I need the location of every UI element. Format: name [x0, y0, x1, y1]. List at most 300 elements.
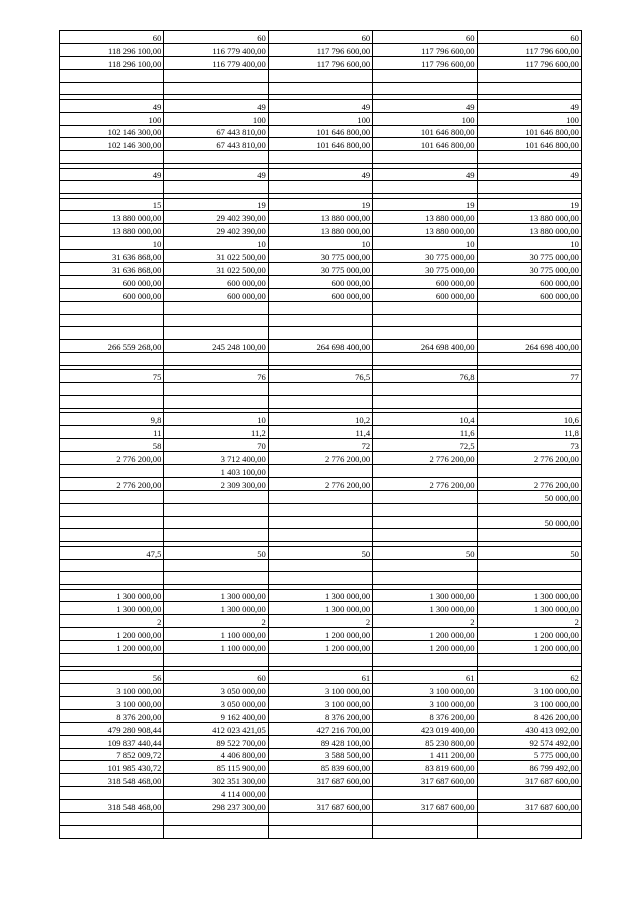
table-cell: 1 300 000,00: [268, 589, 372, 602]
table-cell: 85 230 800,00: [373, 735, 477, 748]
table-cell: 60: [373, 31, 477, 44]
table-cell: 30 775 000,00: [373, 250, 477, 263]
table-cell: 61: [373, 671, 477, 684]
table-cell: 600 000,00: [268, 288, 372, 301]
table-cell: 83 819 600,00: [373, 761, 477, 774]
table-row: [60, 198, 582, 211]
table-cell: [373, 825, 477, 838]
table-row: [60, 275, 582, 288]
table-cell: 1 300 000,00: [60, 602, 164, 615]
table-cell: 117 796 600,00: [477, 43, 581, 56]
table-cell: 7 852 009,72: [60, 748, 164, 761]
table-cell: [477, 327, 581, 340]
table-cell: 15: [60, 198, 164, 211]
table-cell: 2: [268, 615, 372, 628]
table-row: [60, 151, 582, 164]
table-cell: 31 636 868,00: [60, 250, 164, 263]
table-cell: 3 100 000,00: [60, 684, 164, 697]
table-cell: [268, 787, 372, 800]
table-cell: [268, 503, 372, 516]
table-cell: 2: [373, 615, 477, 628]
table-cell: 50 000,00: [477, 516, 581, 529]
table-cell: [164, 654, 268, 667]
table-cell: 116 779 400,00: [164, 56, 268, 69]
table-cell: 72: [268, 439, 372, 452]
table-row: [60, 353, 582, 366]
table-cell: [268, 559, 372, 572]
table-cell: 10,4: [373, 413, 477, 426]
table-cell: 10: [268, 237, 372, 250]
table-cell: 31 022 500,00: [164, 250, 268, 263]
table-cell: 85 115 900,00: [164, 761, 268, 774]
table-row: [60, 529, 582, 542]
table-cell: [477, 572, 581, 585]
table-cell: 479 280 908,44: [60, 722, 164, 735]
table-cell: 2 776 200,00: [373, 477, 477, 490]
table-cell: 31 022 500,00: [164, 263, 268, 276]
table-row: [60, 774, 582, 787]
table-cell: [268, 490, 372, 503]
table-cell: 2 309 300,00: [164, 477, 268, 490]
table-cell: 10: [477, 237, 581, 250]
table-cell: [373, 69, 477, 82]
table-row: [60, 237, 582, 250]
table-cell: 11,6: [373, 426, 477, 439]
table-cell: 102 146 300,00: [60, 138, 164, 151]
table-cell: [60, 396, 164, 409]
table-cell: 600 000,00: [60, 275, 164, 288]
table-cell: 76: [164, 370, 268, 383]
table-cell: [60, 813, 164, 826]
table-cell: 11,2: [164, 426, 268, 439]
table-cell: 49: [164, 168, 268, 181]
table-cell: [268, 151, 372, 164]
table-cell: 13 880 000,00: [268, 211, 372, 224]
table-cell: 117 796 600,00: [373, 56, 477, 69]
table-cell: 30 775 000,00: [373, 263, 477, 276]
table-cell: [164, 82, 268, 95]
table-row: [60, 761, 582, 774]
table-cell: 3 050 000,00: [164, 684, 268, 697]
table-cell: 102 146 300,00: [60, 125, 164, 138]
table-row: [60, 452, 582, 465]
table-cell: 49: [268, 168, 372, 181]
table-row: [60, 181, 582, 194]
table-cell: [60, 464, 164, 477]
table-row: [60, 503, 582, 516]
table-row: [60, 31, 582, 44]
table-cell: [164, 572, 268, 585]
table-cell: 1 200 000,00: [477, 628, 581, 641]
table-cell: [373, 82, 477, 95]
table-cell: 1 100 000,00: [164, 641, 268, 654]
table-cell: [477, 383, 581, 396]
table-cell: 8 376 200,00: [268, 709, 372, 722]
table-cell: 77: [477, 370, 581, 383]
table-row: [60, 697, 582, 710]
table-cell: [164, 69, 268, 82]
table-cell: 50: [164, 546, 268, 559]
table-cell: [477, 181, 581, 194]
table-cell: 10: [164, 237, 268, 250]
table-row: [60, 426, 582, 439]
table-cell: 101 646 800,00: [268, 125, 372, 138]
table-cell: 10: [373, 237, 477, 250]
table-cell: [373, 353, 477, 366]
table-cell: [477, 301, 581, 314]
table-cell: 73: [477, 439, 581, 452]
table-cell: 67 443 810,00: [164, 125, 268, 138]
table-cell: [60, 353, 164, 366]
table-cell: [60, 301, 164, 314]
table-cell: 75: [60, 370, 164, 383]
table-cell: 9,8: [60, 413, 164, 426]
table-cell: 264 698 400,00: [373, 340, 477, 353]
table-row: [60, 301, 582, 314]
table-cell: 1 200 000,00: [268, 641, 372, 654]
table-cell: [373, 572, 477, 585]
table-cell: [164, 151, 268, 164]
table-cell: 30 775 000,00: [268, 250, 372, 263]
table-cell: [268, 529, 372, 542]
table-row: [60, 684, 582, 697]
table-cell: [373, 813, 477, 826]
table-cell: 2: [60, 615, 164, 628]
table-cell: 3 100 000,00: [268, 697, 372, 710]
table-cell: 10,2: [268, 413, 372, 426]
table-cell: 1 100 000,00: [164, 628, 268, 641]
table-cell: 100: [268, 112, 372, 125]
table-row: [60, 748, 582, 761]
table-cell: 1 300 000,00: [373, 589, 477, 602]
table-cell: [60, 327, 164, 340]
table-cell: 92 574 492,00: [477, 735, 581, 748]
table-cell: [164, 181, 268, 194]
table-cell: 318 548 468,00: [60, 800, 164, 813]
table-cell: [164, 314, 268, 327]
table-cell: [164, 825, 268, 838]
table-cell: 600 000,00: [164, 288, 268, 301]
table-cell: 266 559 268,00: [60, 340, 164, 353]
table-cell: [477, 82, 581, 95]
table-cell: 1 411 200,00: [373, 748, 477, 761]
table-cell: 50: [373, 546, 477, 559]
table-cell: [60, 825, 164, 838]
table-cell: 264 698 400,00: [477, 340, 581, 353]
table-cell: 19: [268, 198, 372, 211]
table-cell: [268, 813, 372, 826]
table-cell: 101 646 800,00: [477, 125, 581, 138]
table-cell: [60, 181, 164, 194]
table-cell: [164, 396, 268, 409]
table-row: [60, 413, 582, 426]
table-cell: 29 402 390,00: [164, 224, 268, 237]
table-cell: 5 775 000,00: [477, 748, 581, 761]
table-cell: 1 300 000,00: [164, 602, 268, 615]
table-cell: 1 200 000,00: [477, 641, 581, 654]
table-row: [60, 138, 582, 151]
table-cell: 3 100 000,00: [373, 684, 477, 697]
table-cell: 600 000,00: [60, 288, 164, 301]
table-cell: 49: [373, 99, 477, 112]
table-row: [60, 314, 582, 327]
table-cell: [164, 327, 268, 340]
table-cell: 11,8: [477, 426, 581, 439]
table-cell: 600 000,00: [164, 275, 268, 288]
table-cell: 3 100 000,00: [60, 697, 164, 710]
table-row: [60, 490, 582, 503]
table-cell: 30 775 000,00: [477, 263, 581, 276]
table-cell: 29 402 390,00: [164, 211, 268, 224]
table-row: [60, 800, 582, 813]
table-row: [60, 439, 582, 452]
table-row: [60, 813, 582, 826]
table-cell: 116 779 400,00: [164, 43, 268, 56]
table-row: [60, 168, 582, 181]
table-cell: [164, 516, 268, 529]
table-row: [60, 516, 582, 529]
table-row: [60, 709, 582, 722]
table-cell: 317 687 600,00: [477, 774, 581, 787]
table-cell: [477, 559, 581, 572]
table-cell: 2 776 200,00: [477, 452, 581, 465]
table-cell: 117 796 600,00: [268, 43, 372, 56]
table-cell: 2 776 200,00: [268, 452, 372, 465]
table-row: [60, 825, 582, 838]
table-row: [60, 735, 582, 748]
table-cell: 67 443 810,00: [164, 138, 268, 151]
table-cell: [477, 825, 581, 838]
table-row: [60, 43, 582, 56]
table-cell: [164, 301, 268, 314]
table-cell: 89 522 700,00: [164, 735, 268, 748]
table-row: [60, 641, 582, 654]
table-cell: 430 413 092,00: [477, 722, 581, 735]
table-cell: [268, 82, 372, 95]
table-cell: 423 019 400,00: [373, 722, 477, 735]
table-row: [60, 211, 582, 224]
table-cell: 60: [268, 31, 372, 44]
table-cell: [268, 383, 372, 396]
table-cell: 3 712 400,00: [164, 452, 268, 465]
table-cell: 13 880 000,00: [477, 224, 581, 237]
table-cell: 2: [164, 615, 268, 628]
table-row: [60, 250, 582, 263]
table-cell: 1 300 000,00: [477, 589, 581, 602]
table-cell: 1 300 000,00: [477, 602, 581, 615]
table-cell: [373, 181, 477, 194]
table-cell: 72,5: [373, 439, 477, 452]
table-cell: 101 646 800,00: [373, 125, 477, 138]
table-cell: 30 775 000,00: [477, 250, 581, 263]
table-cell: 1 200 000,00: [373, 628, 477, 641]
table-cell: 11: [60, 426, 164, 439]
table-cell: [477, 69, 581, 82]
table-cell: 19: [373, 198, 477, 211]
table-row: [60, 288, 582, 301]
table-cell: [60, 82, 164, 95]
table-cell: [164, 503, 268, 516]
table-cell: 427 216 700,00: [268, 722, 372, 735]
table-cell: 56: [60, 671, 164, 684]
table-cell: 76,5: [268, 370, 372, 383]
table-row: [60, 56, 582, 69]
table-cell: [268, 353, 372, 366]
table-cell: [373, 787, 477, 800]
table-cell: 50: [477, 546, 581, 559]
table-row: [60, 615, 582, 628]
table-cell: 318 548 468,00: [60, 774, 164, 787]
table-row: [60, 477, 582, 490]
table-cell: [477, 654, 581, 667]
table-cell: 317 687 600,00: [373, 774, 477, 787]
table-cell: 3 100 000,00: [477, 684, 581, 697]
table-cell: [60, 490, 164, 503]
table-cell: 85 839 600,00: [268, 761, 372, 774]
table-cell: 2: [477, 615, 581, 628]
table-cell: [477, 314, 581, 327]
table-cell: [373, 314, 477, 327]
table-cell: 1 200 000,00: [60, 628, 164, 641]
table-cell: 1 200 000,00: [60, 641, 164, 654]
table-cell: 302 351 300,00: [164, 774, 268, 787]
table-cell: 600 000,00: [373, 275, 477, 288]
table-cell: 117 796 600,00: [373, 43, 477, 56]
table-cell: 47,5: [60, 546, 164, 559]
table-row: [60, 722, 582, 735]
table-cell: 49: [373, 168, 477, 181]
table-cell: 2 776 200,00: [373, 452, 477, 465]
table-cell: 58: [60, 439, 164, 452]
table-cell: [60, 69, 164, 82]
table-cell: [268, 825, 372, 838]
financial-table-fragment: [59, 30, 581, 839]
table-row: [60, 224, 582, 237]
table-row: [60, 263, 582, 276]
table-row: [60, 383, 582, 396]
table-row: [60, 464, 582, 477]
table-cell: 10: [164, 413, 268, 426]
table-cell: 100: [60, 112, 164, 125]
table-cell: [268, 314, 372, 327]
table-cell: [373, 151, 477, 164]
table-cell: 2 776 200,00: [60, 452, 164, 465]
table-cell: 1 200 000,00: [373, 641, 477, 654]
table-row: [60, 99, 582, 112]
table-cell: 50: [268, 546, 372, 559]
table-cell: 19: [477, 198, 581, 211]
table-cell: 13 880 000,00: [477, 211, 581, 224]
table-cell: 49: [477, 99, 581, 112]
table-cell: 9 162 400,00: [164, 709, 268, 722]
table-cell: [60, 559, 164, 572]
table-cell: 60: [164, 31, 268, 44]
table-cell: [373, 559, 477, 572]
table-cell: 3 050 000,00: [164, 697, 268, 710]
table-cell: 117 796 600,00: [268, 56, 372, 69]
table-cell: 49: [60, 99, 164, 112]
table-cell: [477, 787, 581, 800]
table-cell: 8 376 200,00: [373, 709, 477, 722]
table-cell: 2 776 200,00: [268, 477, 372, 490]
table-cell: 10,6: [477, 413, 581, 426]
table-cell: 31 636 868,00: [60, 263, 164, 276]
table-cell: [60, 151, 164, 164]
table-cell: 101 646 800,00: [373, 138, 477, 151]
table-cell: [60, 503, 164, 516]
table-row: [60, 340, 582, 353]
table-cell: 89 428 100,00: [268, 735, 372, 748]
table-cell: [373, 327, 477, 340]
table-cell: 109 837 440,44: [60, 735, 164, 748]
table-cell: [373, 516, 477, 529]
table-row: [60, 370, 582, 383]
table-cell: 13 880 000,00: [373, 211, 477, 224]
table-cell: 118 296 100,00: [60, 56, 164, 69]
table-cell: 60: [60, 31, 164, 44]
table-cell: 317 687 600,00: [268, 774, 372, 787]
table-cell: 19: [164, 198, 268, 211]
table-cell: [268, 181, 372, 194]
table-cell: 1 300 000,00: [373, 602, 477, 615]
table-cell: 70: [164, 439, 268, 452]
table-cell: 245 248 100,00: [164, 340, 268, 353]
table-cell: [60, 314, 164, 327]
table-cell: 317 687 600,00: [477, 800, 581, 813]
table-row: [60, 628, 582, 641]
table-row: [60, 559, 582, 572]
table-row: [60, 654, 582, 667]
table-cell: 1 200 000,00: [268, 628, 372, 641]
table-cell: 60: [477, 31, 581, 44]
table-cell: 101 985 430,72: [60, 761, 164, 774]
table-cell: 117 796 600,00: [477, 56, 581, 69]
table-cell: [60, 383, 164, 396]
table-cell: 3 588 500,00: [268, 748, 372, 761]
table-cell: 1 403 100,00: [164, 464, 268, 477]
table-cell: 49: [268, 99, 372, 112]
table-cell: 600 000,00: [268, 275, 372, 288]
table-cell: [477, 353, 581, 366]
table-cell: 61: [268, 671, 372, 684]
table-cell: 10: [60, 237, 164, 250]
table-cell: 60: [164, 671, 268, 684]
table-cell: 13 880 000,00: [60, 211, 164, 224]
table-cell: 1 300 000,00: [164, 589, 268, 602]
table-cell: 11,4: [268, 426, 372, 439]
table-cell: [373, 301, 477, 314]
table-cell: 317 687 600,00: [373, 800, 477, 813]
table-cell: [164, 353, 268, 366]
table-cell: [60, 787, 164, 800]
table-row: [60, 69, 582, 82]
table-cell: 100: [373, 112, 477, 125]
table-cell: 2 776 200,00: [477, 477, 581, 490]
table-cell: [268, 327, 372, 340]
table-row: [60, 396, 582, 409]
table-cell: [268, 396, 372, 409]
table-row: [60, 546, 582, 559]
table-cell: 8 376 200,00: [60, 709, 164, 722]
table-cell: 13 880 000,00: [60, 224, 164, 237]
table-cell: 49: [477, 168, 581, 181]
table-cell: [164, 559, 268, 572]
table-body: [60, 31, 582, 839]
table-cell: 13 880 000,00: [268, 224, 372, 237]
table-cell: [60, 529, 164, 542]
table-cell: [268, 516, 372, 529]
table-cell: [477, 396, 581, 409]
